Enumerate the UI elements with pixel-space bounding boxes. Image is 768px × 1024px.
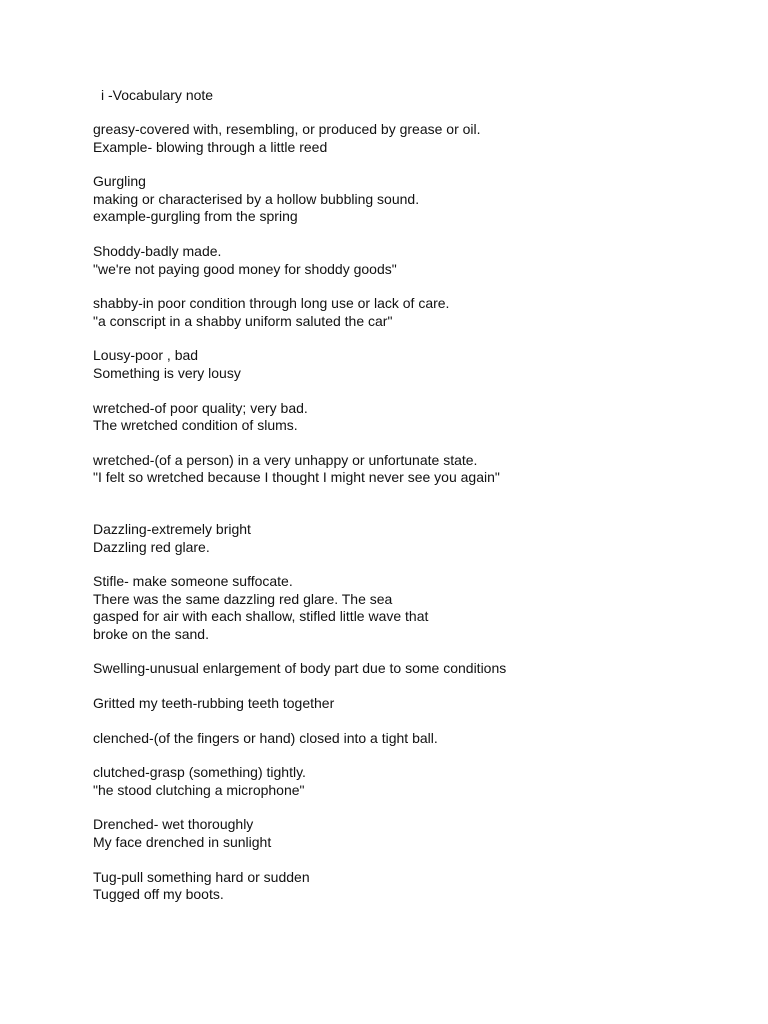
entry-line: clenched-(of the fingers or hand) closed into a tight ball. bbox=[93, 729, 438, 746]
entry-line: "we're not paying good money for shoddy goods" bbox=[93, 260, 397, 277]
entry-line: Stifle- make someone suffocate. bbox=[93, 573, 293, 590]
vocab-entry-drenched bbox=[93, 816, 733, 851]
entry-line: Dazzling red glare. bbox=[93, 538, 210, 555]
entry-line: wretched-(of a person) in a very unhappy or unfortunate state. bbox=[93, 451, 478, 468]
entry-line: "he stood clutching a microphone" bbox=[93, 781, 305, 798]
entry-line: Tug-pull something hard or sudden bbox=[93, 868, 310, 885]
entry-line: Example- blowing through a little reed bbox=[93, 138, 328, 155]
vocab-entry-clutched bbox=[93, 764, 733, 799]
entry-line: making or characterised by a hollow bubbling sound. bbox=[93, 190, 420, 207]
vocab-entry-gritted bbox=[93, 695, 733, 713]
entry-line: wretched-of poor quality; very bad. bbox=[93, 399, 308, 416]
vocab-entry-tug bbox=[93, 869, 733, 904]
entry-line: Dazzling-extremely bright bbox=[93, 520, 251, 537]
entry-line: "a conscript in a shabby uniform saluted the car" bbox=[93, 312, 393, 329]
entry-line: My face drenched in sunlight bbox=[93, 834, 272, 851]
document-page bbox=[93, 86, 733, 921]
vocab-entry-wretched-person bbox=[93, 452, 733, 487]
vocab-entry-swelling bbox=[93, 660, 733, 678]
entry-line: Drenched- wet thoroughly bbox=[93, 816, 254, 833]
vocab-entry-clenched bbox=[93, 730, 733, 748]
entry-line: broke on the sand. bbox=[93, 625, 209, 642]
entry-line: Gritted my teeth-rubbing teeth together bbox=[93, 695, 335, 712]
entry-line: Lousy-poor , bad bbox=[93, 347, 199, 364]
vocab-entry-shoddy bbox=[93, 243, 733, 278]
entry-line: shabby-in poor condition through long use or lack of care. bbox=[93, 295, 450, 312]
vocab-entry-gurgling bbox=[93, 173, 733, 226]
entry-line: example-gurgling from the spring bbox=[93, 208, 298, 225]
vocab-entry-greasy bbox=[93, 121, 733, 156]
entry-line: Swelling-unusual enlargement of body part due to some conditions bbox=[93, 660, 507, 677]
entry-line: Tugged off my boots. bbox=[93, 886, 224, 903]
entry-line: Shoddy-badly made. bbox=[93, 242, 222, 259]
document-title: i -Vocabulary note bbox=[101, 87, 214, 103]
entry-line: Something is very lousy bbox=[93, 364, 241, 381]
vocab-entry-stifle bbox=[93, 573, 733, 643]
vocab-entry-dazzling bbox=[93, 521, 733, 556]
entry-line: greasy-covered with, resembling, or produced by grease or oil. bbox=[93, 121, 481, 137]
entry-line: There was the same dazzling red glare. The sea bbox=[93, 590, 393, 607]
vocab-entry-lousy bbox=[93, 347, 733, 382]
vocab-entry-shabby bbox=[93, 295, 733, 330]
entry-line: The wretched condition of slums. bbox=[93, 417, 298, 434]
entry-line: Gurgling bbox=[93, 173, 146, 190]
entry-line: clutched-grasp (something) tightly. bbox=[93, 764, 306, 781]
entry-line: gasped for air with each shallow, stifled little wave that bbox=[93, 608, 429, 625]
vocab-entry-wretched-quality bbox=[93, 400, 733, 435]
entry-line: "I felt so wretched because I thought I might never see you again" bbox=[93, 469, 500, 486]
